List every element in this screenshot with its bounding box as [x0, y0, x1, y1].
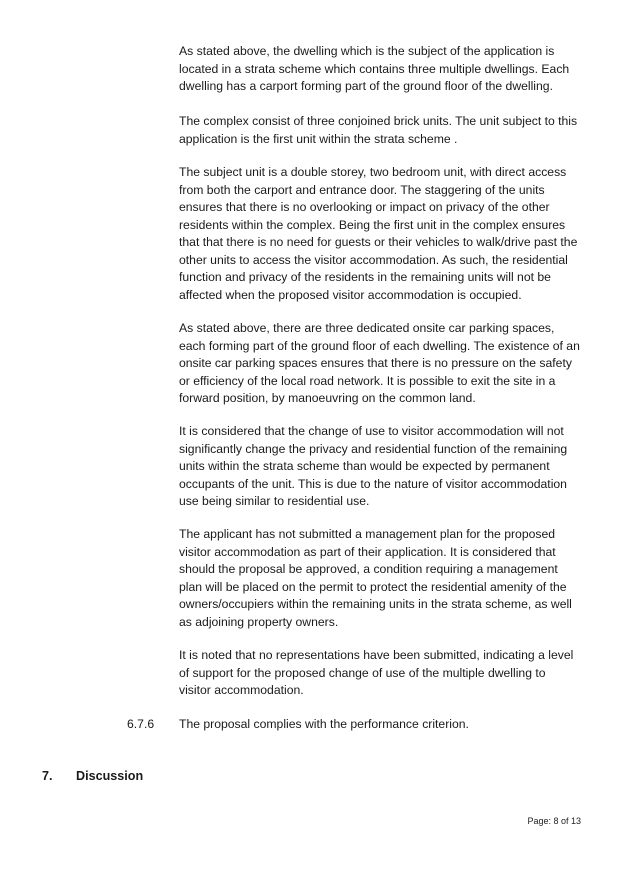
- clause-text: The proposal complies with the performance criterion.: [179, 717, 469, 731]
- paragraph-subject-unit: The subject unit is a double storey, two bedroom unit, with direct access from both the carport and entrance door. The staggering of the units ensures that there is no overlooking or impact on privacy of the other residents within the complex. Being the first unit in the complex ensures that that there is no need for guests or their vehicles to walk/drive past the other units to access the visitor accommodation. As such, the residential function and privacy of the residents in the remaining units will not be affected when the proposed visitor accommodation is occupied.: [179, 165, 578, 302]
- paragraph-change-of-use: It is considered that the change of use to visitor accommodation will not significantly change the privacy and residential function of the remaining units within the strata scheme than would be expected by permanent occupants of the unit. This is due to the nature of visitor accommodation use being similar to residential use.: [179, 424, 568, 508]
- section-heading: Discussion: [76, 769, 144, 783]
- paragraph-representations: It is noted that no representations have been submitted, indicating a level of support for the proposed change of use of the multiple dwelling to visitor accommodation.: [179, 648, 574, 697]
- page-number: Page: 8 of 13: [527, 816, 581, 826]
- paragraph-strata-scheme: As stated above, the dwelling which is the subject of the application is located in a strata scheme which contains three multiple dwellings. Each dwelling has a carport forming part of the ground floor of the dwelling.: [179, 44, 570, 93]
- paragraph-management-plan: The applicant has not submitted a management plan for the proposed visitor accommodation as part of their application. It is considered that should the proposal be approved, a condition requiring a management plan will be placed on the permit to protect the residential amenity of the owners/occupiers within the remaining units in the strata scheme, as well as adjoining property owners.: [179, 527, 572, 629]
- paragraph-car-parking: As stated above, there are three dedicated onsite car parking spaces, each forming part of the ground floor of each dwelling. The existence of an onsite car parking spaces ensures that there is no pressure on the safety or efficiency of the local road network. It is possible to exit the site in a forward position, by manoeuvring on the common land.: [179, 321, 580, 405]
- paragraph-complex-description: The complex consist of three conjoined brick units. The unit subject to this application is the first unit within the strata scheme .: [179, 114, 578, 146]
- clause-number: 6.7.6: [127, 717, 155, 731]
- section-number: 7.: [42, 769, 53, 783]
